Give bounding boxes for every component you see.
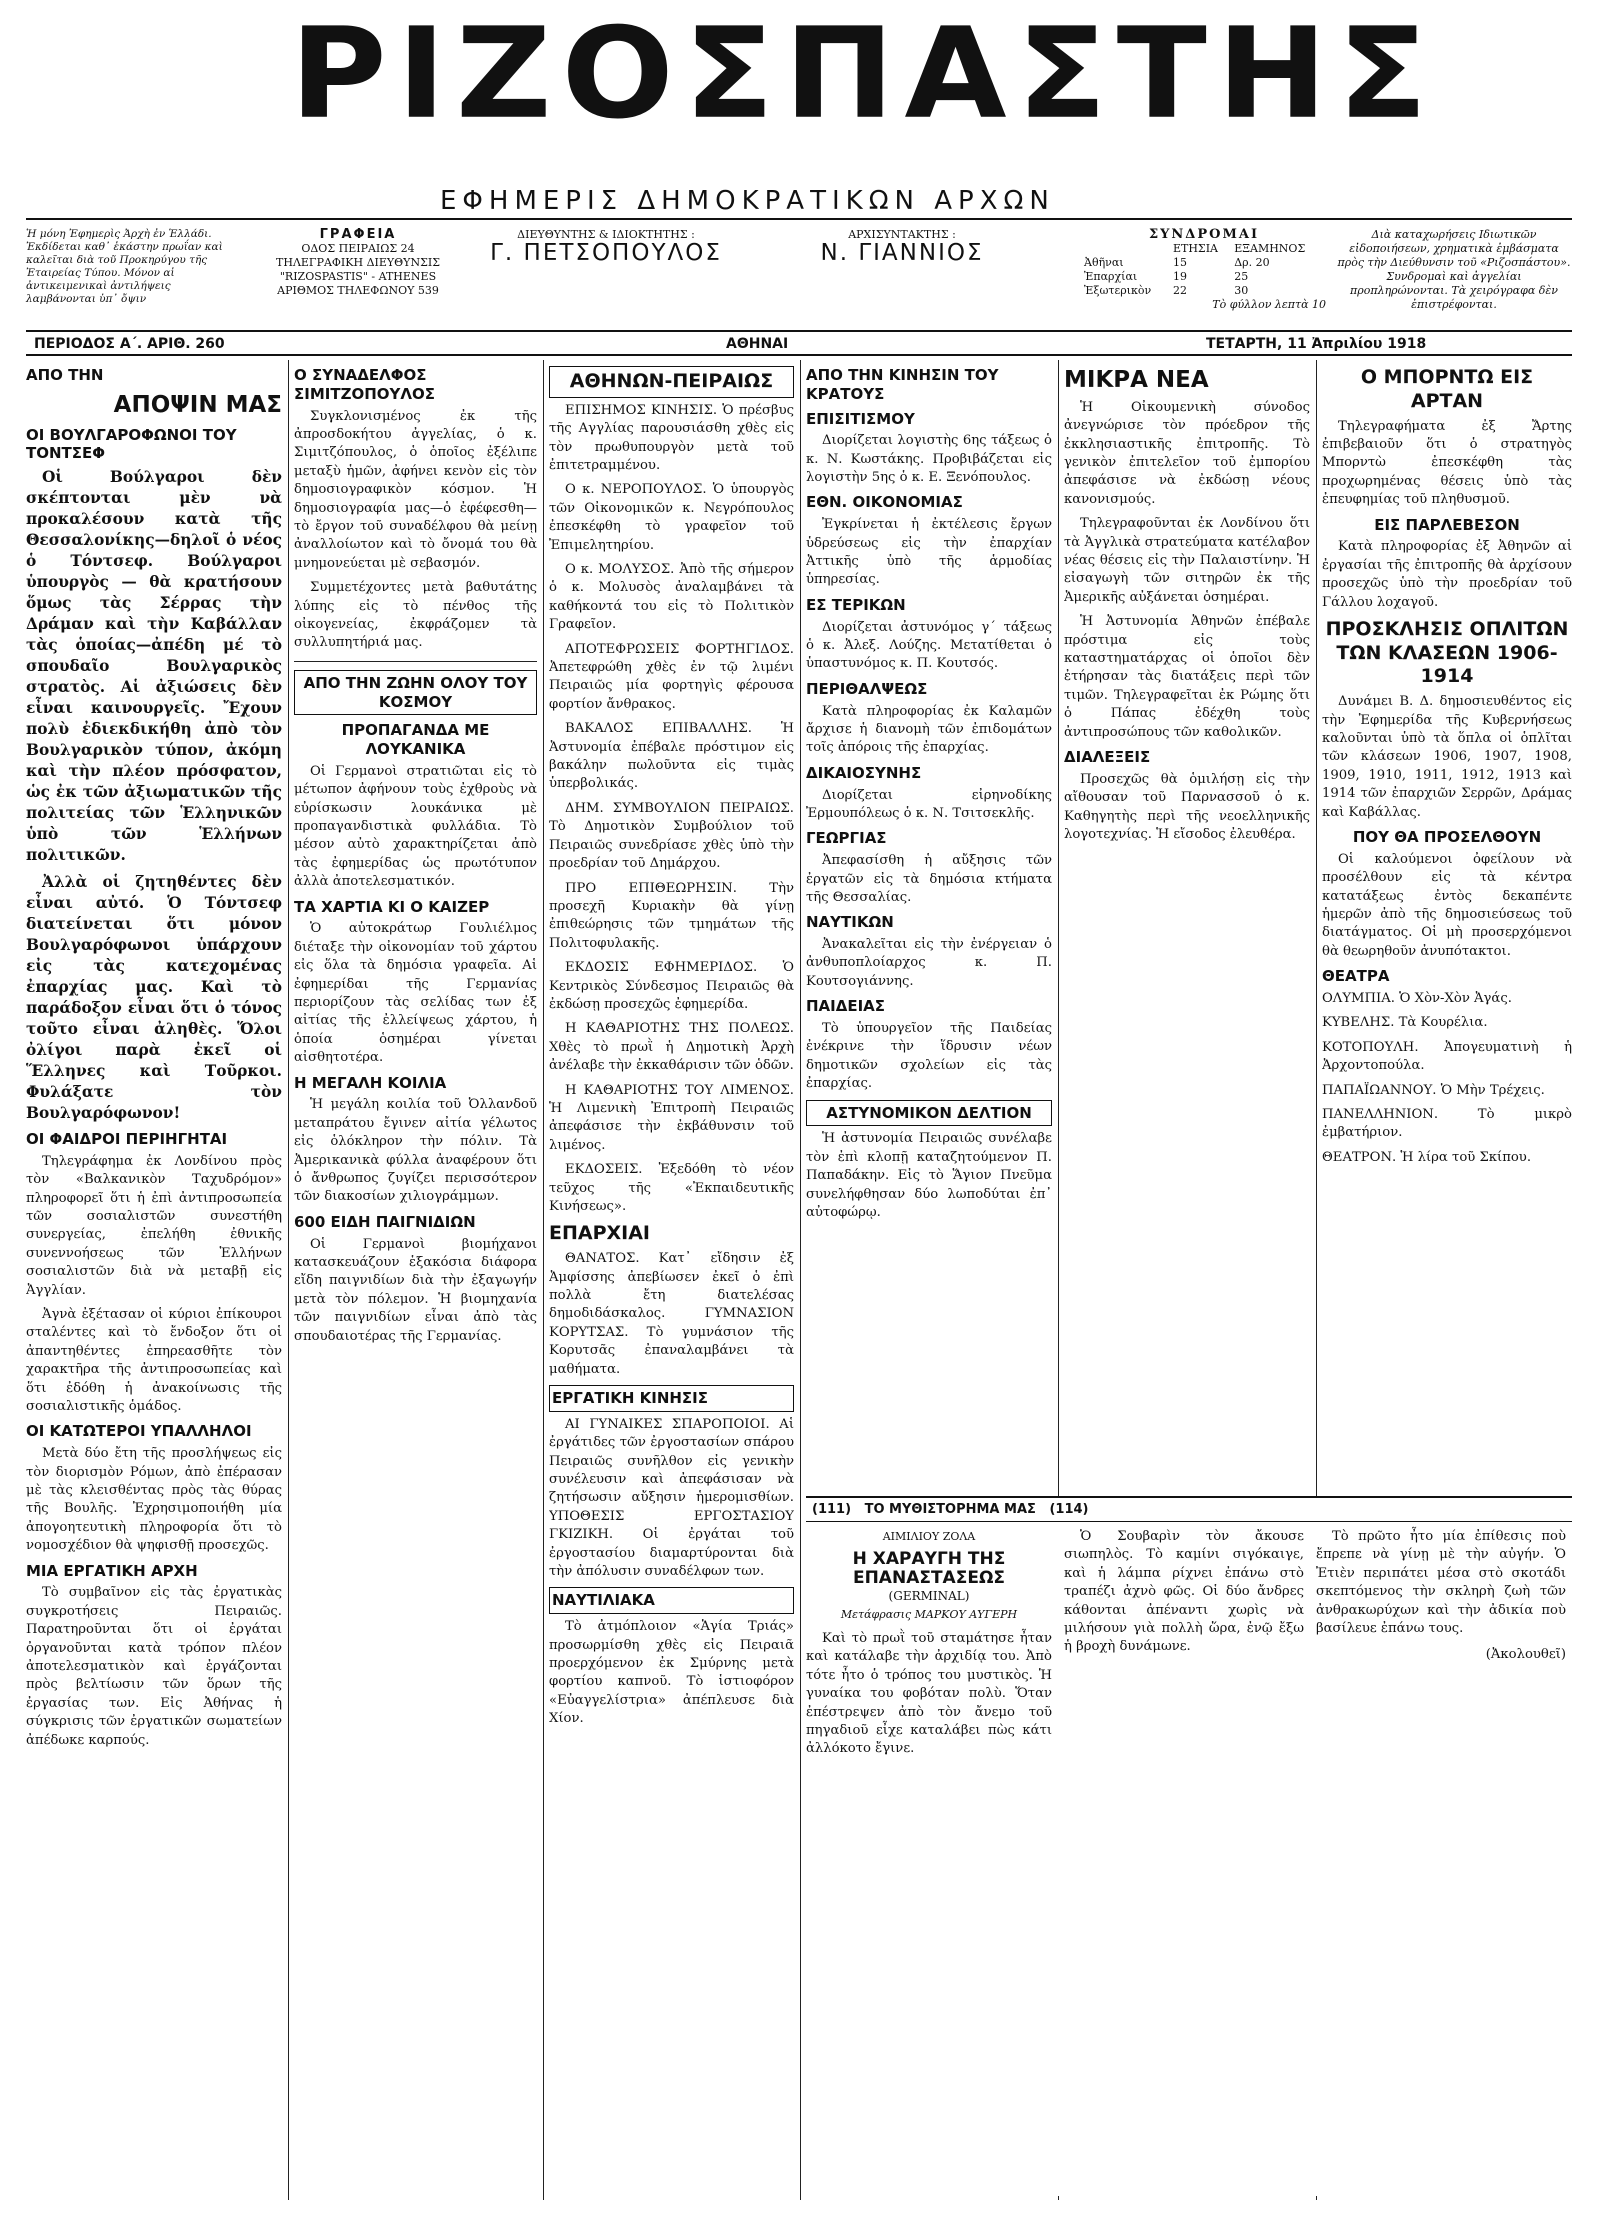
article-body: Ἡ μεγάλη κοιλία τοῦ Ὀλλανδοῦ μεταπράτου ἔγινεν αἰτία γέλωτος εἰς ὁλόκληρον τὴν πόλιν. Τὰ Ἀμερικανικὰ φύλλα ἀναφέρουν ὅτι ὁ ἄνθρωπος ζυγίζει περισσότερον τῶν διακοσίων χιλιογράμμων. <box>294 1097 537 1205</box>
article-body: Τὸ ἀτμόπλοιον «Ἁγία Τριάς» προσωρμίσθη χθὲς εἰς Πειραιᾶ προερχόμενον ἐκ Σμύρνης μετὰ φορτίου καπνοῦ. Τὸ ἱστιοφόρον «Εὐαγγελίστρια» ἀπέπλευσε διὰ Χίον. <box>549 1619 794 1727</box>
section-header: ΘΕΑΤΡΑ <box>1322 967 1390 986</box>
news-item: ΕΚΔΟΣΕΙΣ. Ἐξεδόθη τὸ νέον τεῦχος τῆς «Ἐκπαιδευτικῆς Κινήσεως». <box>549 1162 794 1214</box>
article-body: ΑΙ ΓΥΝΑΙΚΕΣ ΣΠΑΡΟΠΟΙΟΙ. Αἱ ἐργάτιδες τῶν ἐργοστασίων σπάρου Πειραιῶς συνῆλθον εἰς γενικὴν συνέλευσιν καὶ ἀπεφάσισαν νὰ ζητήσωσιν αὔξησιν ἡμερομισθίων. ΥΠΟΘΕΣΙΣ ΕΡΓΟΣΤΑΣΙΟΥ ΓΚΙΖΙΚΗ. Οἱ ἐργάται τοῦ ἐργοστασίου διαμαρτύρονται διὰ τὴν ἀπόλυσιν συναδέλφων των. <box>549 1416 794 1579</box>
subsection-header: ΠΕΡΙΘΑΛΨΕΩΣ <box>806 679 928 698</box>
serial-header <box>806 1496 1572 1522</box>
article-subheadline: ΠΟΥ ΘΑ ΠΡΟΣΕΛΘΟΥΝ <box>1352 828 1542 846</box>
issue-city: ΑΘΗΝΑΙ <box>726 336 789 352</box>
column-3 <box>549 360 794 2200</box>
article-body: Δυνάμει Β. Δ. δημοσιευθέντος εἰς τὴν Ἐφημερίδα τῆς Κυβερνήσεως καλοῦνται ὑπὸ τὰ ὅπλα οἱ ὁπλῖται τῶν κλάσεων 1906, 1907, 1908, 1909, 1910, 1911, 1912, 1913 καὶ 1914 τῶν ἐπαρχιῶν Σερρῶν, Δράμας καὶ Καβάλλας. <box>1322 694 1572 820</box>
serial-series: ΤΟ ΜΥΘΙΣΤΟΡΗΜΑ ΜΑΣ <box>864 1502 1036 1517</box>
director-box <box>486 228 726 266</box>
theatre-listing: ΘΕΑΤΡΟΝ. Ἡ λίρα τοῦ Σκίπου. <box>1322 1149 1532 1165</box>
serial-number: (114) <box>1049 1502 1089 1517</box>
subsection-header: ΝΑΥΤΙΚΩΝ <box>806 913 894 932</box>
offices-line: "RIZOSPASTIS" - ATHENES <box>279 270 437 283</box>
subs-col: ΕΤΗΣΙΑ <box>1172 242 1218 255</box>
news-item: Ο κ. ΝΕΡΟΠΟΥΛΟΣ. Ὁ ὑπουργὸς τῶν Οἰκονομικῶν κ. Νεγρόπουλος ἐπεσκέφθη τὸ γραφεῖον τοῦ Ἐπιμελητηρίου. <box>549 482 794 553</box>
article-body: Οἱ Βούλγαροι δὲν σκέπτονται μὲν νὰ προκαλέσουν κατὰ τῆς Θεσσαλονίκης—δηλοῖ ὁ νέος ὁ Τόντσεφ. Βούλγαροι ὑπουργὸς — θὰ κρατήσουν ὅμως τὰς Σέρρας τὴν Δράμαν καὶ τὴν Καβάλλαν τὰς ὁποίας—ἀπέδη μέ τὸ σπουδαῖο Βουλγαρικὸς στρατὸς. Αἱ ἀξιώσεις δὲν εἶναι καινουργεῖς. Ἔχουν πολὺ ἐδιεκδικήθη ἀπὸ τὸν Βουλγαρικὸν τύπον, ἀκόμη καὶ τὴν πλέον πρόσφατον, ὡς ἐκ τῶν ἀξιωματικῶν τῆς πολιτείας τῶν Ἑλληνικῶν ὑπὸ τῶν Ἑλλήνων πολιτικῶν. <box>26 468 282 864</box>
article-headline: ΜΙΑ ΕΡΓΑΤΙΚΗ ΑΡΧΗ <box>26 1561 198 1580</box>
article-body: Ἡ Οἰκουμενικὴ σύνοδος ἀνεγνώρισε τὸν πρόεδρον τῆς ἐκκλησιαστικῆς ἐπιτροπῆς. Τὸ γενικὸν ἐπιτελεῖον τοῦ ἐμπορίου ἀπεφάσισε νὰ ἐκδώσῃ νέους κανονισμούς. <box>1064 399 1310 507</box>
subsection-header: ΠΑΙΔΕΙΑΣ <box>806 997 886 1016</box>
article-body: Κατὰ πληροφορίας ἐξ Ἀθηνῶν αἱ ἐργασίαι τῆς ἐπιτροπῆς θὰ ἀρχίσουν προσεχῶς ὑπὸ τὴν προεδρίαν τοῦ Γάλλου λοχαγοῦ. <box>1322 539 1572 610</box>
news-item: Ο κ. ΜΟΛΥΣΟΣ. Ἀπὸ τῆς σήμερον ὁ κ. Μολυσὸς ἀναλαμβάνει τὰ καθήκοντά του εἰς τὸ Πολιτικὸν Γραφεῖον. <box>549 562 794 633</box>
offices-line: ΑΡΙΘΜΟΣ ΤΗΛΕΦΩΝΟΥ 539 <box>277 284 439 297</box>
section-header: ΔΙΑΛΕΞΕΙΣ <box>1064 748 1151 767</box>
news-item: ΔΗΜ. ΣΥΜΒΟΥΛΙΟΝ ΠΕΙΡΑΙΩΣ. Τὸ Δημοτικὸν Συμβούλιον τοῦ Πειραιῶς συνεδρίασε χθὲς ὑπὸ τὴν προεδρίαν τοῦ Δημάρχου. <box>549 800 794 872</box>
article-body: Οἱ καλούμενοι ὀφείλουν νὰ προσέλθουν εἰς τὰ κέντρα κατατάξεως ἐντὸς δεκαπέντε ἡμερῶν ἀπὸ τῆς δημοσιεύσεως τοῦ διατάγματος. Οἱ μὴ προσερχόμενοι θὰ θεωρηθοῦν ἀνυπότακτοι. <box>1322 851 1572 959</box>
article-headline: ΤΑ ΧΑΡΤΙΑ ΚΙ Ο ΚΑΙΖΕΡ <box>294 897 490 916</box>
serial-text: Ὁ Σουβαρὶν τὸν ἄκουσε σιωπηλὸς. Τὸ καμίνι σιγόκαιγε, καὶ ἡ λάμπα ρίχνει ἐπάνω στὸ τραπέζι ἀχνὸ φῶς. Οἱ δύο ἄνδρες κάθονται ἀπέναντι χωρὶς νὰ μιλήσουν γιὰ πολλὴ ὥρα, ἐνῷ ἔξω ἡ βροχὴ δυνάμωνε. <box>1064 1529 1304 1655</box>
article-headline: ΠΡΟΠΑΓΑΝΔΑ ΜΕ ΛΟΥΚΑΝΙΚΑ <box>341 721 490 759</box>
column-2 <box>294 360 537 2200</box>
article-body: Ἀνακαλεῖται εἰς τὴν ἐνέργειαν ὁ ἀνθυποπλοίαρχος κ. Π. Κουτσογιάννης. <box>806 937 1052 989</box>
article-body: Ἡ ἀστυνομία Πειραιῶς συνέλαβε τὸν ἐπὶ κλοπῇ καταζητούμενον Π. Παπαδάκην. Εἰς τὸ Ἅγιον Πνεῦμα συνελήφθησαν δύο λωποδύται ἐπ᾽ αὐτοφώρῳ. <box>806 1131 1052 1221</box>
subs-row: Ἐξωτερικὸν 22 30 <box>1084 284 1249 297</box>
newspaper-title: ΡΙΖΟΣΠΑΣΤΗΣ <box>290 0 1438 148</box>
article-body: Τὸ συμβαῖνον εἰς τὰς ἐργατικὰς συγκροτήσεις Πειραιῶς. Παρατηροῦνται ὅτι οἱ ἐργάται ὀργανοῦνται κατὰ τρόπον πλέον ἀποτελεσματικὸν καὶ ἐργάζονται πρὸς βελτίωσιν τῶν ὅρων τῆς ἐργασίας των. Εἰς Ἀθήνας ἡ σύγκρισις τῶν ἐργατικῶν σωματείων ἀπέδωκε καρπούς. <box>26 1585 282 1748</box>
issue-price: Τὸ φύλλον λεπτὰ 10 <box>1212 298 1326 311</box>
subsection-header: ΔΙΚΑΙΟΣΥΝΗΣ <box>806 763 922 782</box>
issue-date: ΤΕΤΑΡΤΗ, 11 Ἀπριλίου 1918 <box>1206 336 1427 352</box>
serial-continued: (Ἀκολουθεῖ) <box>1485 1647 1566 1663</box>
article-body: Ἐγκρίνεται ἡ ἐκτέλεσις ἔργων ὑδρεύσεως εἰς τὴν ἐπαρχίαν Ἀττικῆς ὑπὸ τῆς ἁρμοδίας ὑπηρεσίας. <box>806 517 1052 588</box>
section-header: ΑΠΟ ΤΗΝ ΖΩΗΝ ΟΛΟΥ ΤΟΥ ΚΟΣΜΟΥ <box>294 670 537 716</box>
article-headline: Η ΜΕΓΑΛΗ ΚΟΙΛΙΑ <box>294 1073 447 1092</box>
article-body: Μετὰ δύο ἔτη τῆς προσλήψεως εἰς τὸν διορισμὸν Ρόμων, ἀπὸ ἐπέρασαν μὲ τὰς κλεισθέντας πρὸς τὰς θύρας τῆς Βουλῆς. Ἐχρησιμοποιήθη μία ἀπογοητευτικὴ πληροφορία ὅτι τὸ νομοσχέδιον θὰ ψηφισθῇ προσεχῶς. <box>26 1446 282 1554</box>
section-header: ΑΣΤΥΝΟΜΙΚΟΝ ΔΕΛΤΙΟΝ <box>806 1100 1052 1127</box>
masthead <box>0 0 1600 165</box>
offices-header: ΓΡΑΦΕΙΑ <box>319 227 397 242</box>
column-1 <box>26 360 282 2200</box>
article-body: Τηλεγράφημα ἐκ Λονδίνου πρὸς τὸν «Βαλκανικὸν Ταχυδρόμον» πληροφορεῖ ὅτι ἡ ἐπὶ ἀντιπροσωπεία τῶν σοσιαλιστῶν συνεστήθη συνεργείας, ἐπελήθη ἐθνικῆς συνεννοήσεως τῶν Ἑλλήνων σοσιαλιστῶν διὰ νὰ μεταβῇ εἰς Ἀγγλίαν. <box>26 1153 282 1298</box>
article-body: Ἀγνὰ ἐξέτασαν οἱ κύριοι ἐπίκουροι σταλέντες καὶ τὸ ἔνδοξον ὅτι οἱ ἀπαντηθέντες ἐπηρεασθῆτε τὸν χαρακτῆρα τῆς ἀντιπροσωπείας καὶ ὅτι ἐδόθη ἡ ἀνακοίνωσις τῆς σοσιαλιστικῆς ὁμάδος. <box>26 1307 282 1415</box>
news-item: ΕΚΔΟΣΙΣ ΕΦΗΜΕΡΙΔΟΣ. Ὁ Κεντρικὸς Σύνδεσμος Πειραιῶς θὰ ἐκδώσῃ προσεχῶς ἐφημερίδα. <box>549 960 794 1012</box>
section-header: ΝΑΥΤΙΛΙΑΚΑ <box>549 1587 794 1614</box>
serial-text: Καὶ τὸ πρωῒ τοῦ σταμάτησε ἦταν καὶ κατάλαβε τὴν ἀρχιδίᾳ του. Ἀπὸ τότε ἦτο ὁ τρόπος του μυστικὸς. Ἡ γυναίκα του φοβόταν πολὺ. Ὅταν ἐπέστρεψεν ἀπὸ τὸν ἄνεμο τοῦ πηγαδιοῦ εἶχε καταλάβει πὼς κάτι ἀλλόκοτο ἔγινε. <box>806 1631 1052 1757</box>
article-headline: Ο ΣΥΝΑΔΕΛΦΟΣ ΣΙΜΙΤΖΟΠΟΥΛΟΣ <box>294 366 435 403</box>
editor-header: ΑΡΧΙΣΥΝΤΑΚΤΗΣ : <box>848 228 956 241</box>
article-body: Τηλεγραφήματα ἐξ Ἄρτης ἐπιβεβαιοῦν ὅτι ὁ στρατηγὸς Μπορντὼ ἐπεσκέφθη τὰς προχωρημένας θέσεις ὑπὸ τὰς ἐπευφημίας τοῦ πληθυσμοῦ. <box>1322 418 1572 508</box>
article-body: Προσεχῶς θὰ ὁμιλήσῃ εἰς τὴν αἴθουσαν τοῦ Παρνασσοῦ ὁ κ. Καθηγητὴς περὶ τῆς νεοελληνικῆς λογοτεχνίας. Ἡ εἴσοδος ἐλευθέρα. <box>1064 771 1310 843</box>
newspaper-subtitle: ΕΦΗΜΕΡΙΣ ΔΗΜΟΚΡΑΤΙΚΩΝ ΑΡΧΩΝ <box>440 186 1055 216</box>
article-body: Ἀπεφασίσθη ἡ αὔξησις τῶν ἐργατῶν εἰς τὰ δημόσια κτήματα τῆς Θεσσαλίας. <box>806 853 1052 905</box>
serial-original-title: (GERMINAL) <box>888 1589 970 1604</box>
theatre-listing: ΚΥΒΕΛΗΣ. Τὰ Κουρέλια. <box>1322 1015 1488 1031</box>
editorial-kicker: ΑΠΟ ΤΗΝ <box>26 366 104 384</box>
theatre-listing: ΠΑΠΑΪΩΑΝΝΟΥ. Ὁ Μὴν Τρέχεις. <box>1322 1082 1545 1098</box>
editor-name: Ν. ΓΙΑΝΝΙΟΣ <box>820 240 984 266</box>
section-header: ΕΡΓΑΤΙΚΗ ΚΙΝΗΣΙΣ <box>549 1385 794 1412</box>
subscriptions-box <box>1082 228 1326 312</box>
article-body: Συμμετέχοντες μετὰ βαθυτάτης λύπης εἰς τὸ πένθος τῆς οἰκογενείας, ἐκφράζομεν τὰ συλλυπητήριά μας. <box>294 580 537 651</box>
news-item: ΕΠΙΣΗΜΟΣ ΚΙΝΗΣΙΣ. Ὁ πρέσβυς τῆς Αγγλίας παρουσιάσθη χθὲς εἰς τὸν πρωθυπουργὸν μετὰ τοῦ ἐπιτετραμμένου. <box>549 402 794 473</box>
column-rule <box>543 360 544 2200</box>
article-headline: 600 ΕΙΔΗ ΠΑΙΓΝΙΔΙΩΝ <box>294 1212 476 1231</box>
column-5 <box>1064 360 1310 1490</box>
editorial-title: ΑΠΟΨΙΝ ΜΑΣ <box>113 391 282 418</box>
article-body: ΘΑΝΑΤΟΣ. Κατ᾽ εἴδησιν ἐξ Ἀμφίσσης ἀπεβίωσεν ἐκεῖ ὁ ἐπὶ πολλὰ ἔτη διατελέσας δημοδιδάσκαλος. ΓΥΜΝΑΣΙΟΝ ΚΟΡΥΤΣΑΣ. Τὸ γυμνάσιον τῆς Κορυτσᾶς ἐπαναλαμβάνει τὰ μαθήματα. <box>549 1251 794 1377</box>
article-body: Οἱ Γερμανοὶ στρατιῶται εἰς τὸ μέτωπον ἀφήνουν τοὺς ἐχθροὺς νὰ εὐρίσκωσιν λουκάνικα μὲ προπαγανδιστικὰ φυλλάδια. Τὸ μέσον αὐτὸ χαρακτηρίζεται ἀπὸ τὰς ἐφημερίδας ὡς πρωτότυπον ἀλλὰ ἀποτελεσματικόν. <box>294 763 537 890</box>
article-body: Κατὰ πληροφορίας ἐκ Καλαμῶν ἄρχισε ἡ διανομὴ τῶν ἐπιδομάτων τοῖς ἀπόροις τῆς ἐπαρχίας. <box>806 703 1052 756</box>
column-rule <box>800 360 801 2200</box>
info-bar <box>26 218 1572 332</box>
serial-title: Η ΧΑΡΑΥΓΗ ΤΗΣ ΕΠΑΝΑΣΤΑΣΕΩΣ <box>852 1549 1006 1588</box>
serial-column <box>806 1528 1052 1765</box>
subs-row: Ἀθῆναι 15 Δρ. 20 <box>1084 256 1270 269</box>
motto: Ἡ μόνη Ἐφημερὶς Ἀρχὴ ἐν Ἑλλάδι. Ἐκδίδεται καθ᾽ ἑκάστην πρωΐαν καὶ καλεῖται διὰ τοῦ Προκηρύγου τῆς Ἐταιρείας Τύπου. Μόνον αἱ ἀντικειμενικαὶ ἀντιλήψεις λαμβάνονται ὑπ᾽ ὄψιν <box>26 228 223 305</box>
article-headline: ΟΙ ΒΟΥΛΓΑΡΟΦΩΝΟΙ ΤΟΥ ΤΟΝΤΣΕΦ <box>26 425 237 463</box>
article-headline: ΠΡΟΣΚΛΗΣΙΣ ΟΠΛΙΤΩΝ ΤΩΝ ΚΛΑΣΕΩΝ 1906-1914 <box>1325 617 1569 688</box>
serial-column <box>1316 1528 1566 1765</box>
subsection-header: ΕΠΙΣΙΤΙΣΜΟΥ <box>806 409 915 428</box>
article-body: Συγκλονισμένος ἐκ τῆς ἀπροσδοκήτου ἀγγελίας, ὁ κ. Σιμιτζόπουλος, ὁ ὁποῖος ἐξέλιπε μεταξὺ ἡμῶν, ἀφήνει κενὸν εἰς τὸν δημοσιογραφικὸν κόσμον. Ἡ δημοσιογραφία μας—ὁ ἐφέφεσθη—τὸ ἔργον τοῦ συναδέλφου θὰ μείνῃ ἀναλλοίωτον καὶ τὸ ὄνομά του θὰ μνημονεύεται μὲ σεβασμόν. <box>294 408 537 571</box>
serial-number: (111) <box>812 1502 852 1517</box>
article-headline: ΕΙΣ ΠΑΡΛΕΒΕΣΟΝ <box>1374 515 1520 534</box>
theatre-listing: ΠΑΝΕΛΛΗΝΙΟΝ. Τὸ μικρὸ ἐμβατήριον. <box>1322 1106 1572 1141</box>
editor-box <box>782 228 1022 266</box>
serial-column <box>1064 1528 1304 1765</box>
column-4 <box>806 360 1052 1490</box>
director-name: Γ. ΠΕΤΣΟΠΟΥΛΟΣ <box>490 240 722 266</box>
news-item: ΑΠΟΤΕΦΡΩΣΕΙΣ ΦΟΡΤΗΓΙΔΟΣ. Ἀπετεφρώθη χθὲς ἐν τῷ λιμένι Πειραιῶς μία φορτηγὶς φέρουσα φορτίον ἄνθρακος. <box>549 641 794 712</box>
serial-author: ΑΙΜΙΛΙΟΥ ΖΟΛΑ <box>882 1530 976 1543</box>
theatre-listing: ΚΟΤΟΠΟΥΛΗ. Ἀπογευματινὴ ἡ Ἀρχοντοπούλα. <box>1322 1039 1572 1074</box>
offices-box <box>258 228 458 298</box>
column-rule <box>288 360 289 2200</box>
article-body: Ἀλλὰ οἱ ζητηθέντες δὲν εἶναι αὐτό. Ὁ Τόντσεφ διατείνεται ὅτι μόνον Βουλγαρόφωνοι ὑπάρχουν εἰς τὰς κατεχομένας ἐπαρχίας μας. Καὶ τὸ παράδοξον εἶναι ὅτι ὁ τόνος τοῦτο εἶναι ἀληθὲς. Ὅλοι ὀλίγοι παρὰ ἐκεῖ οἱ Ἕλληνες καὶ Τοῦρκοι. Φυλάξατε τὸν Βουλγαρόφωνον! <box>26 873 282 1122</box>
subscriptions-table <box>1082 242 1326 298</box>
column-6 <box>1322 360 1572 1490</box>
section-header: ΕΠΑΡΧΙΑΙ <box>549 1222 651 1245</box>
serial-translator: Μετάφρασις ΜΑΡΚΟΥ ΑΥΓΕΡΗ <box>840 1607 1018 1621</box>
subsection-header: ΓΕΩΡΓΙΑΣ <box>806 829 887 848</box>
subsection-header: ΕΘΝ. ΟΙΚΟΝΟΜΙΑΣ <box>806 493 963 512</box>
serial-novel <box>806 1496 1572 2196</box>
article-body: Τηλεγραφοῦνται ἐκ Λονδίνου ὅτι τὰ Ἀγγλικὰ στρατεύματα κατέλαβον νέας θέσεις εἰς τὴν Παλαιστίνην. Ἡ εἰσαγωγὴ τῶν σιτηρῶν ἐκ τῆς Ἀμερικῆς αὐξάνεται ὁσημέραι. <box>1064 516 1310 605</box>
subs-col: ΕΞΑΜΗΝΟΣ <box>1234 242 1306 255</box>
article-headline: Ο ΜΠΟΡΝΤΩ ΕΙΣ ΑΡΤΑΝ <box>1360 366 1534 412</box>
news-item: Η ΚΑΘΑΡΙΟΤΗΣ ΤΟΥ ΛΙΜΕΝΟΣ. Ἡ Λιμενικὴ Ἐπιτροπὴ Πειραιῶς ἀπεφάσισε τὴν ἐκβάθυνσιν τοῦ λιμένος. <box>549 1082 794 1153</box>
article-body: Ἡ Ἀστυνομία Ἀθηνῶν ἐπέβαλε πρόστιμα εἰς τοὺς καταστηματάρχας οἱ ὁποῖοι δὲν ἐτήρησαν τὰς διατάξεις περὶ τῶν τιμῶν. Τηλεγραφεῖται ἐκ Ρώμης ὅτι ὁ Πάπας ἐδέχθη τοὺς ἀντιπροσώπους τῶν καθολικῶν. <box>1064 614 1310 740</box>
article-body: Τὸ ὑπουργεῖον τῆς Παιδείας ἐνέκρινε τὴν ἵδρυσιν νέων δημοτικῶν σχολείων εἰς τὰς ἐπαρχίας. <box>806 1021 1052 1092</box>
notices-note: Διὰ καταχωρήσεις Ιδιωτικῶν εἰδοποιήσεων, χρηματικὰ ἐμβάσματα πρὸς τὴν Διεύθυνσιν τοῦ «Ριζοσπάστου». Συνδρομαὶ καὶ ἀγγελίαι προπληρώνονται. Τὰ χειρόγραφα δὲν ἐπιστρέφονται. <box>1337 228 1571 311</box>
article-body: Οἱ Γερμανοὶ βιομήχανοι κατασκευάζουν ἑξακόσια διάφορα εἴδη παιγνιδίων διὰ τὴν ἐξαγωγήν μετὰ τὸν πόλεμον. Ἡ βιομηχανία τῶν παιγνιδίων εἶναι ἀπὸ τὰς σπουδαιοτέρας τῆς Γερμανίας. <box>294 1236 537 1344</box>
news-item: ΒΑΚΑΛΟΣ ΕΠΙΒΑΛΛΗΣ. Ἡ Ἀστυνομία ἐπέβαλε πρόστιμον εἰς βακάλην πωλοῦντα εἰς τιμὰς ὑπερβολικάς. <box>549 721 794 792</box>
news-item: ΠΡΟ ΕΠΙΘΕΩΡΗΣΙΝ. Τὴν προσεχῆ Κυριακὴν θὰ γίνῃ ἐπιθεώρησις τῶν τμημάτων τῆς Πολιτοφυλακῆς. <box>549 880 794 951</box>
subscriptions-header: ΣΥΝΔΡΟΜΑΙ <box>1148 227 1260 242</box>
offices-line: ΟΔΟΣ ΠΕΙΡΑΙΩΣ 24 <box>301 242 415 255</box>
subsection-header: ΕΣ ΤΕΡΙΚΩΝ <box>806 595 906 614</box>
article-headline: ΟΙ ΚΑΤΩΤΕΡΟΙ ΥΠΑΛΛΗΛΟΙ <box>26 1422 252 1441</box>
offices-line: ΤΗΛΕΓΡΑΦΙΚΗ ΔΙΕΥΘΥΝΣΙΣ <box>276 256 440 269</box>
issue-period: ΠΕΡΙΟΔΟΣ Α΄. ΑΡΙΘ. 260 <box>34 336 225 352</box>
divider <box>294 661 537 662</box>
dateline <box>26 330 1572 356</box>
article-body: Διορίζεται εἰρηνοδίκης Ἐρμουπόλεως ὁ κ. Ν. Τσιτσεκλῆς. <box>806 787 1052 821</box>
section-header: ΑΘΗΝΩΝ-ΠΕΙΡΑΙΩΣ <box>549 366 794 398</box>
serial-text: Τὸ πρῶτο ἦτο μία ἐπίθεσις ποὺ ἔπρεπε νὰ γίνῃ μὲ τὴν αὐγήν. Ὁ Ἐτιὲν περιπάτει μέσα στὸ σκοτάδι σκεπτόμενος τὴν σκληρὴ ζωὴ τῶν ἀνθρακωρύχων καὶ τὴν ἀδικία ποὺ βασίλευε ἐπάνω τους. <box>1316 1529 1566 1637</box>
article-body: Διορίζεται ἀστυνόμος γ΄ τάξεως ὁ κ. Ἀλεξ. Λούζης. Μετατίθεται ὁ ὑπαστυνόμος κ. Π. Κουτσός. <box>806 619 1052 672</box>
subs-row: Ἐπαρχίαι 19 25 <box>1084 270 1249 283</box>
section-header: ΑΠΟ ΤΗΝ ΚΙΝΗΣΙΝ ΤΟΥ ΚΡΑΤΟΥΣ <box>806 366 999 403</box>
news-item: Η ΚΑΘΑΡΙΟΤΗΣ ΤΗΣ ΠΟΛΕΩΣ. Χθὲς τὸ πρωῒ ἡ Δημοτικὴ Ἀρχὴ ἀνέλαβε τὴν ἐκκαθάρισιν τῶν ὁδῶν. <box>549 1021 794 1074</box>
theatre-listing: ΟΛΥΜΠΙΑ. Ὁ Χὸν-Χὸν Ἀγάς. <box>1322 990 1512 1006</box>
article-body: Ὁ αὐτοκράτωρ Γουλιέλμος διέταξε τὴν οἰκονομίαν τοῦ χάρτου εἰς ὅλα τὰ δημόσια γραφεῖα. Αἱ ἐφημερίδαι τῆς Γερμανίας περιορίζουν τὰς σελίδας των ἐξ αἰτίας τῆς ἐλλείψεως χάρτου, ἡ ὁποία ὁσημέραι γίνεται αἰσθητοτέρα. <box>294 921 537 1066</box>
article-headline: ΟΙ ΦΑΙΔΡΟΙ ΠΕΡΙΗΓΗΤΑΙ <box>26 1130 228 1148</box>
section-header: ΜΙΚΡΑ ΝΕΑ <box>1064 367 1209 393</box>
article-body: Διορίζεται λογιστὴς 6ης τάξεως ὁ κ. Ν. Κωστάκης. Προβιβάζεται εἰς λογιστὴν 5ης ὁ κ. Ε. Ξενόπουλος. <box>806 433 1052 486</box>
director-header: ΔΙΕΥΘΥΝΤΗΣ & ΙΔΙΟΚΤΗΤΗΣ : <box>517 228 695 241</box>
